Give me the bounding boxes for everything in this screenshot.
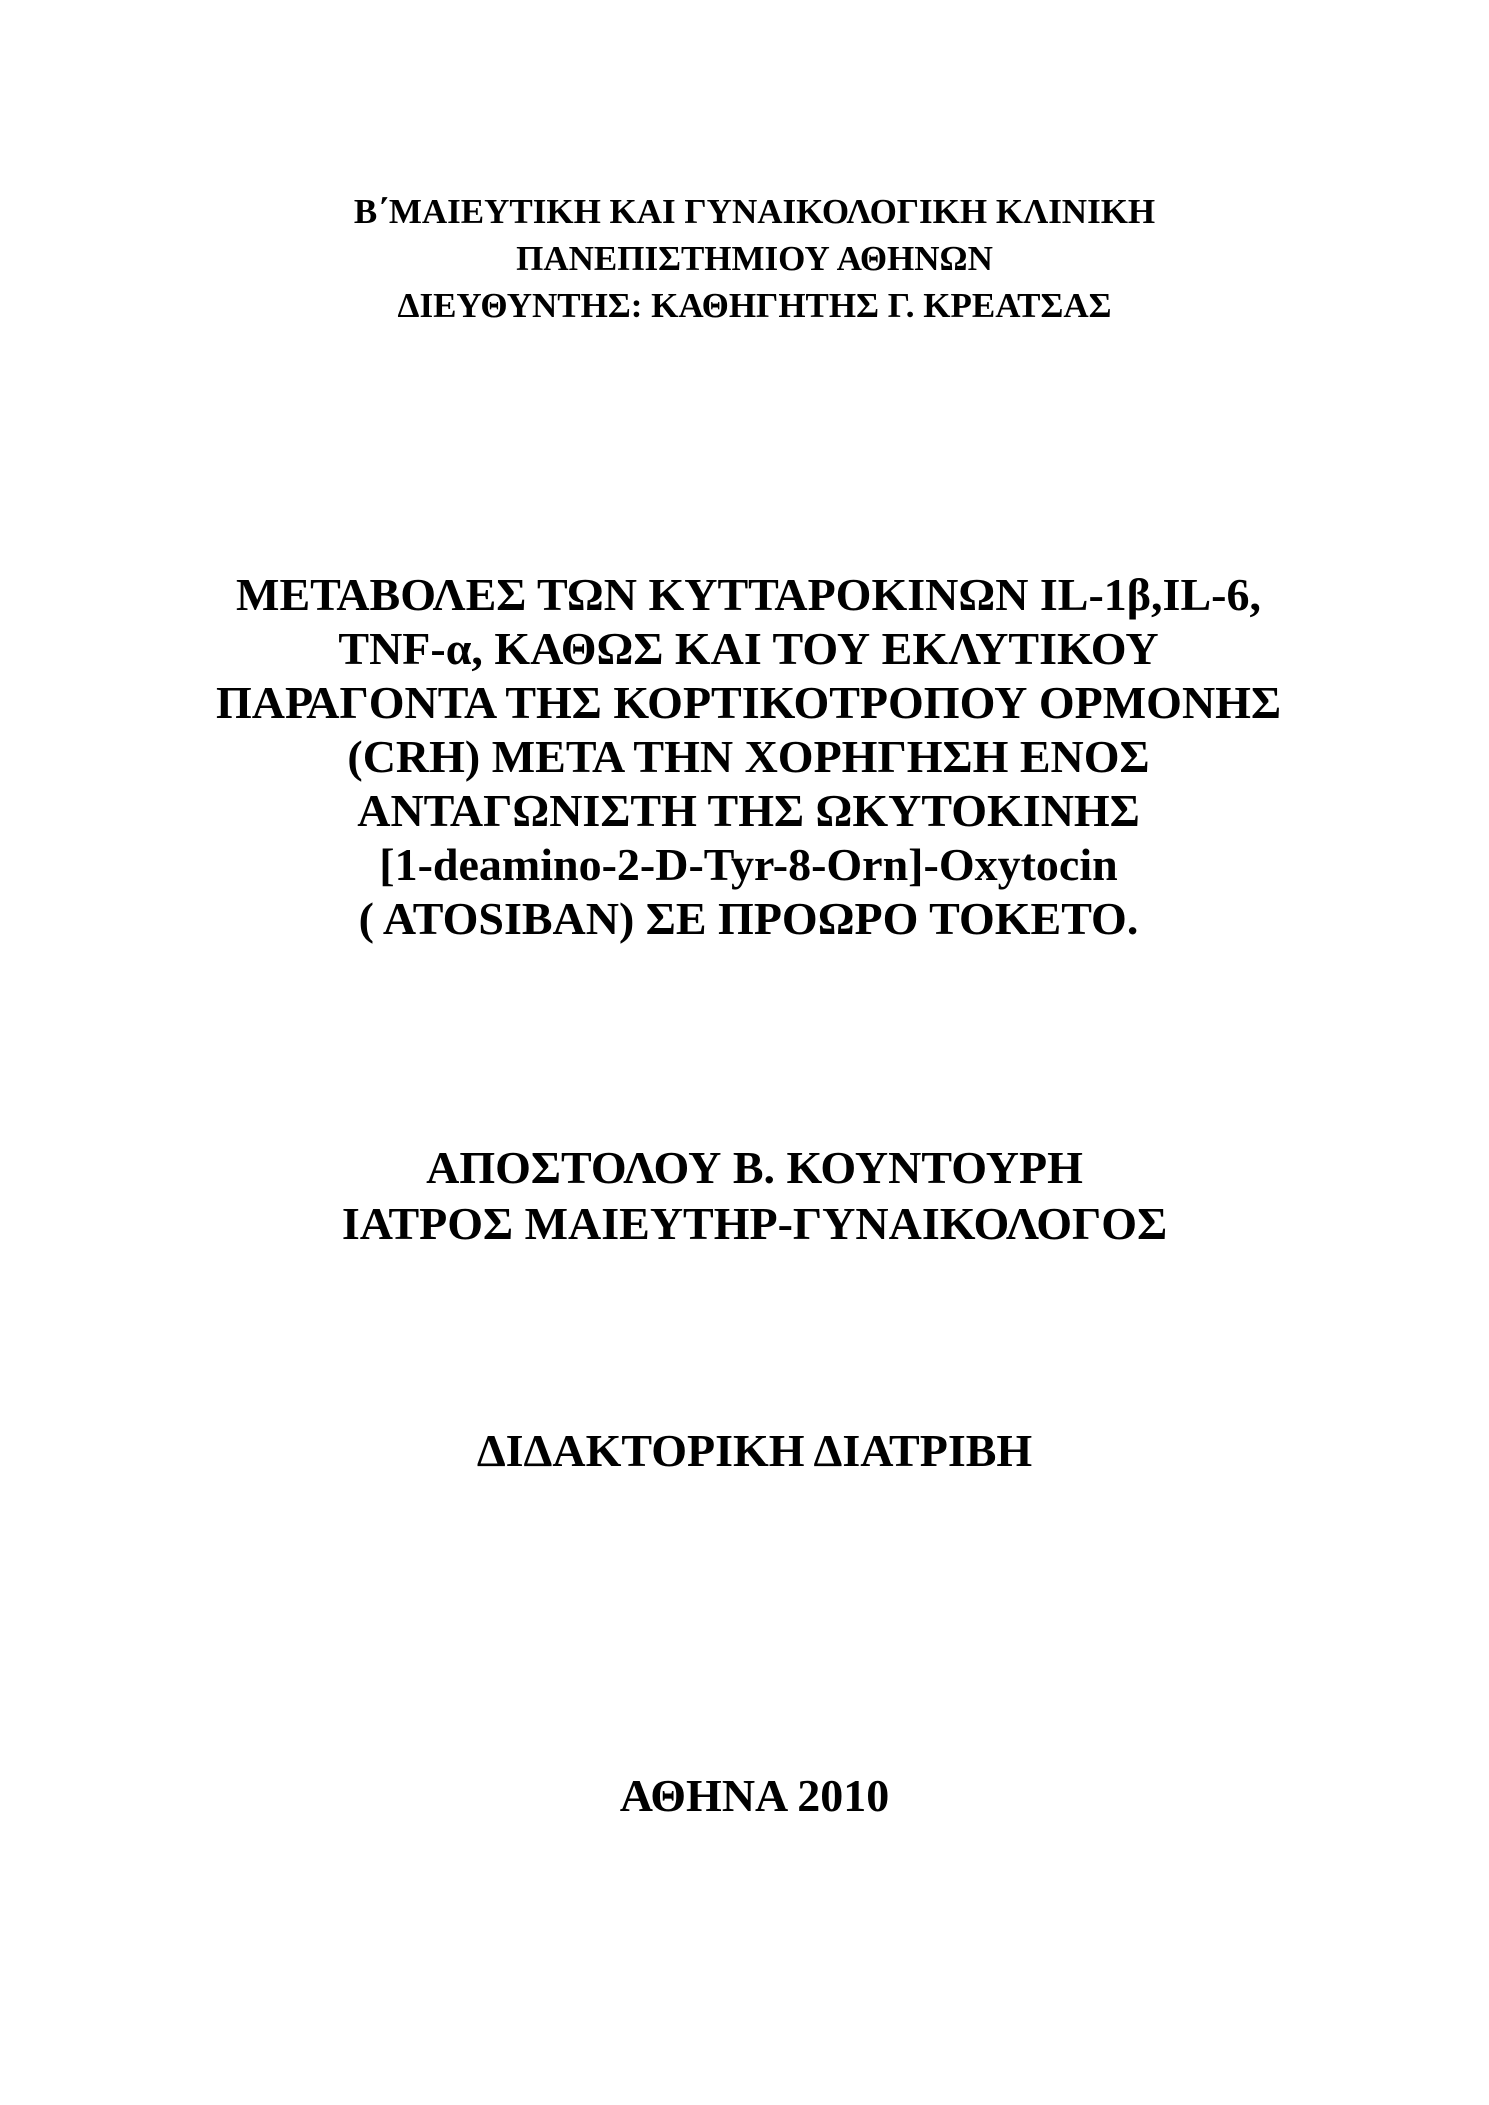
place-year: ΑΘΗΝΑ 2010 <box>619 1770 890 1821</box>
header-line-university: ΠΑΝΕΠΙΣΤΗΜΙΟΥ ΑΘΗΝΩΝ <box>516 239 993 278</box>
institution-header <box>0 188 1489 329</box>
thesis-type-block <box>0 1423 1489 1479</box>
header-line-clinic: Β΄ΜΑΙΕΥΤΙΚΗ ΚΑΙ ΓΥΝΑΙΚΟΛΟΓΙΚΗ ΚΛΙΝΙΚΗ <box>353 192 1156 231</box>
author-block <box>0 1140 1489 1252</box>
title-line-6: [1-deamino-2-D-Tyr-8-Orn]-Oxytocin <box>379 839 1118 890</box>
thesis-title <box>0 568 1489 946</box>
header-line-director: ΔΙΕΥΘΥΝΤΗΣ: ΚΑΘΗΓΗΤΗΣ Γ. ΚΡΕΑΤΣΑΣ <box>397 286 1112 325</box>
title-line-5: ΑΝΤΑΓΩΝΙΣΤΗ ΤΗΣ ΩΚΥΤΟΚΙΝΗΣ <box>357 785 1140 836</box>
place-year-block <box>0 1768 1489 1824</box>
thesis-type: ΔΙΔΑΚΤΟΡΙΚΗ ΔΙΑΤΡΙΒΗ <box>476 1425 1033 1476</box>
title-line-2: TNF-α, ΚΑΘΩΣ ΚΑΙ ΤΟΥ ΕΚΛΥΤΙΚΟΥ <box>338 623 1159 674</box>
author-role: ΙΑΤΡΟΣ ΜΑΙΕΥΤΗΡ-ΓΥΝΑΙΚΟΛΟΓΟΣ <box>341 1198 1168 1249</box>
title-line-4: (CRH) ΜΕΤΑ ΤΗΝ ΧΟΡΗΓΗΣΗ ΕΝΟΣ <box>347 731 1150 782</box>
title-line-7: ( ATOSIBAN) ΣΕ ΠΡΟΩΡΟ ΤΟΚΕΤΟ. <box>358 893 1139 944</box>
title-line-3: ΠΑΡΑΓΟΝΤΑ ΤΗΣ ΚΟΡΤΙΚΟΤΡΟΠΟΥ ΟΡΜΟΝΗΣ <box>215 677 1282 728</box>
author-name: ΑΠΟΣΤΟΛΟΥ Β. ΚΟΥΝΤΟΥΡΗ <box>426 1142 1083 1193</box>
title-line-1: ΜΕΤΑΒΟΛΕΣ ΤΩΝ ΚΥΤΤΑΡΟΚΙΝΩΝ IL-1β,IL-6, <box>236 569 1261 620</box>
